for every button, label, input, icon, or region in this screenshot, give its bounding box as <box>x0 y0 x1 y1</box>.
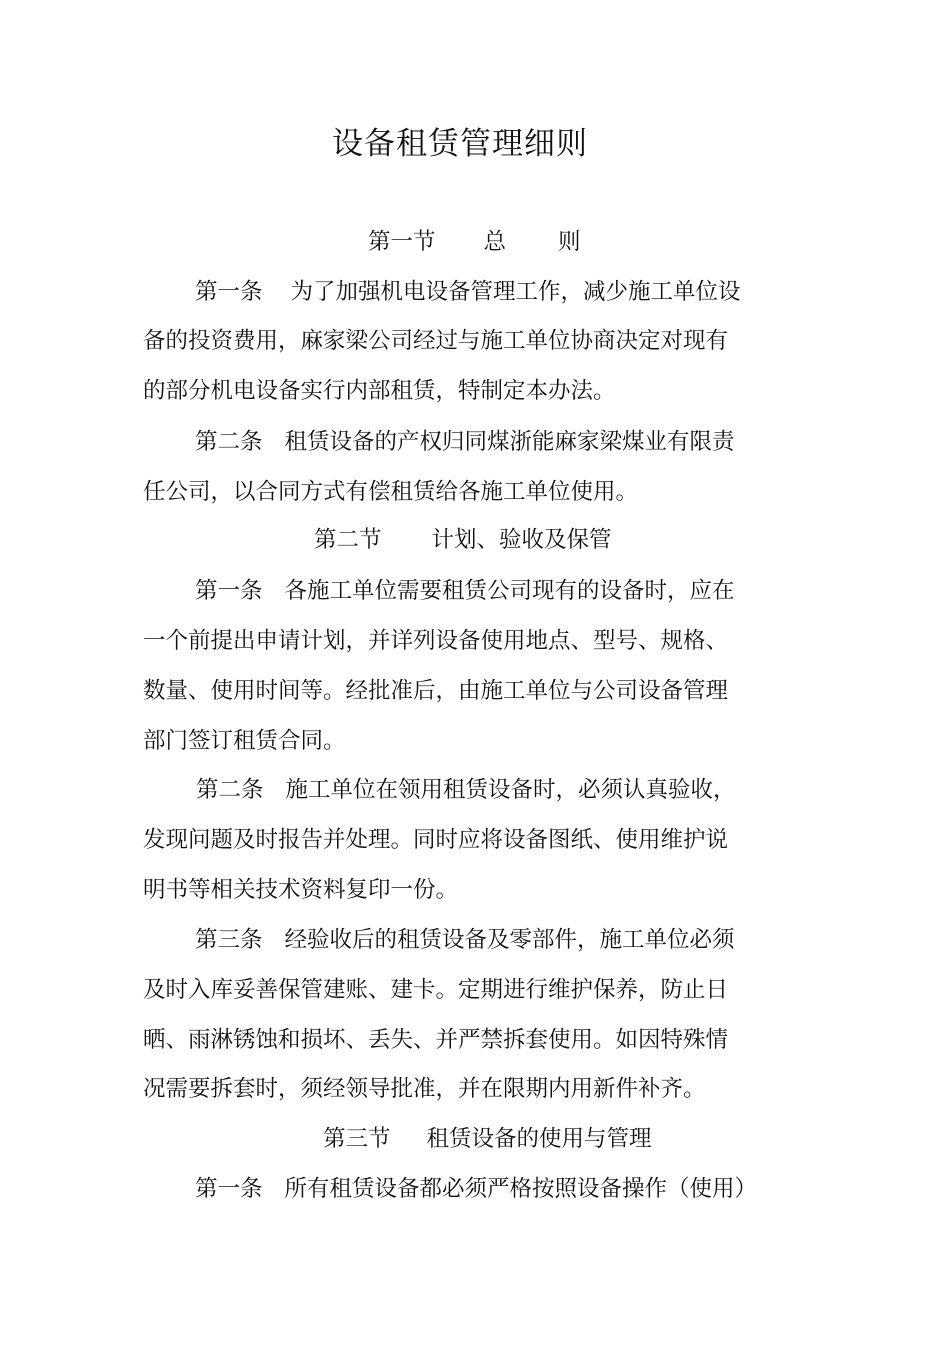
section-2-article-1-line-3: 数量、使用时间等。经批准后，由施工单位与公司设备管理 <box>143 678 729 704</box>
section-3-heading <box>323 1123 652 1155</box>
article-label: 第三条 <box>195 927 263 953</box>
article-label: 第一条 <box>195 279 263 305</box>
section-2-article-3-line-1 <box>195 924 815 956</box>
section-1-article-1-line-1 <box>195 276 815 308</box>
section-1-article-1-line-2: 备的投资费用，麻家梁公司经过与施工单位协商决定对现有 <box>143 328 729 354</box>
article-label: 第二条 <box>195 429 263 455</box>
section-2-article-3-line-3: 晒、雨淋锈蚀和损坏、丢失、并严禁拆套使用。如因特殊情 <box>143 1027 729 1053</box>
article-text: 经验收后的租赁设备及零部件，施工单位必须 <box>284 927 735 953</box>
article-text: 施工单位在领用租赁设备时，必须认真验收， <box>285 777 736 803</box>
section-1-heading <box>368 226 581 258</box>
article-text: 各施工单位需要租赁公司现有的设备时，应在 <box>284 578 735 604</box>
section-2-article-2-line-2: 发现问题及时报告并处理。同时应将设备图纸、使用维护说 <box>143 827 729 853</box>
section-2-article-1-line-2: 一个前提出申请计划，并详列设备使用地点、型号、规格、 <box>143 628 729 654</box>
article-text: 租赁设备的产权归同煤浙能麻家梁煤业有限责 <box>284 429 735 455</box>
article-label: 第二条 <box>196 777 264 803</box>
article-text: 所有租赁设备都必须严格按照设备操作（使用） <box>284 1176 758 1202</box>
section-3-article-1-line-1 <box>195 1173 815 1205</box>
section-2-article-3-line-4: 况需要拆套时，须经领导批准，并在限期内用新件补齐。 <box>143 1076 706 1102</box>
section-2-article-2-line-3: 明书等相关技术资料复印一份。 <box>143 877 459 903</box>
section-2-article-3-line-2: 及时入库妥善保管建账、建卡。定期进行维护保养，防止日 <box>143 977 729 1003</box>
section-3-number: 第三节 <box>323 1126 391 1152</box>
section-2-heading <box>314 524 612 556</box>
section-2-article-1-line-4: 部门签订租赁合同。 <box>143 728 346 754</box>
section-1-title-char-2: 则 <box>558 229 581 255</box>
section-1-article-2-line-1 <box>195 426 815 458</box>
article-label: 第一条 <box>195 1176 263 1202</box>
section-1-number: 第一节 <box>368 229 436 255</box>
article-text: 为了加强机电设备管理工作，减少施工单位设 <box>290 279 741 305</box>
section-1-title-char-1: 总 <box>483 229 507 255</box>
section-1-article-2-line-2: 任公司，以合同方式有偿租赁给各施工单位使用。 <box>143 479 639 505</box>
document-title: 设备租赁管理细则 <box>332 126 588 162</box>
section-1-article-1-line-3: 的部分机电设备实行内部租赁，特制定本办法。 <box>143 378 616 404</box>
section-2-number: 第二节 <box>314 527 382 553</box>
section-2-title: 计划、验收及保管 <box>431 527 612 553</box>
section-2-article-1-line-1 <box>195 575 815 607</box>
section-2-article-2-line-1 <box>196 774 816 806</box>
section-3-title: 租赁设备的使用与管理 <box>426 1126 652 1152</box>
article-label: 第一条 <box>195 578 263 604</box>
